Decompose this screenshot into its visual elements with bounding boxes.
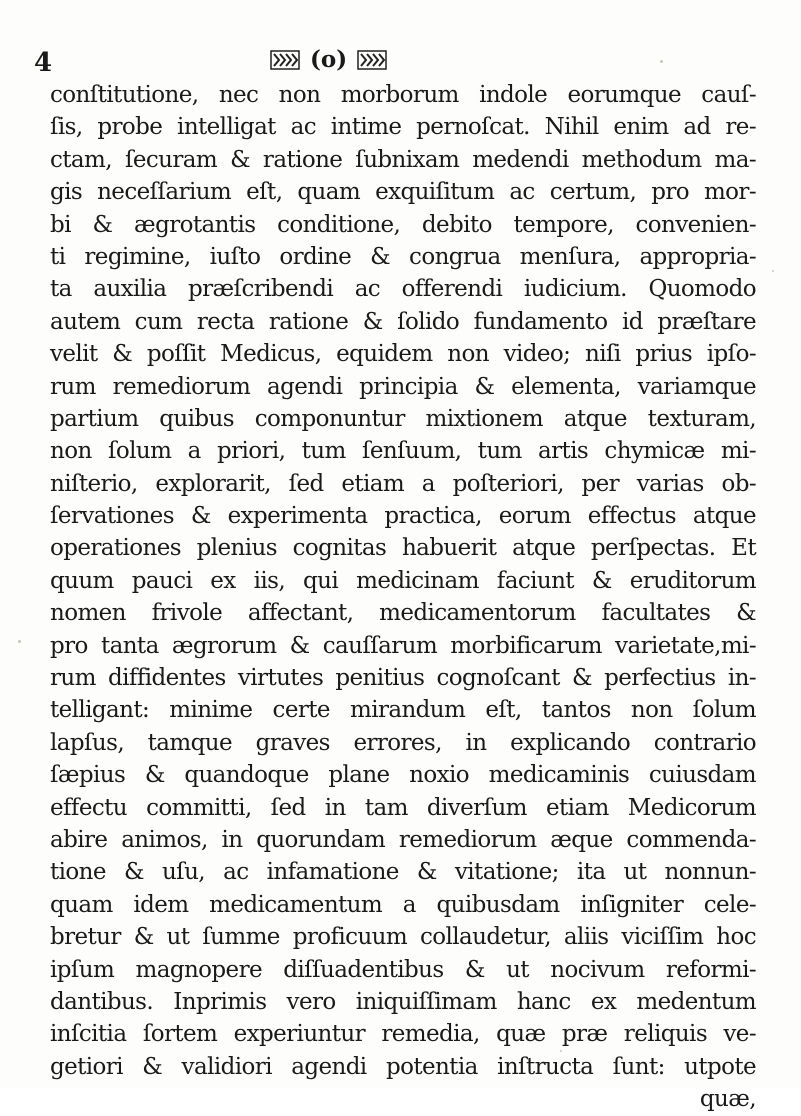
body-text — [50, 79, 756, 1116]
text-line: bretur & ut ſumme proficuum collaudetur, aliis viciſſim hoc — [50, 924, 756, 951]
text-line: inſcitia ſortem experiuntur remedia, quæ præ reliquis ve- — [50, 1021, 756, 1048]
text-line: autem cum recta ratione & ſolido fundamento id præſtare — [50, 308, 756, 335]
paper-speck — [772, 270, 774, 272]
paper-speck — [660, 60, 663, 63]
text-line: tione & uſu, ac infamatione & vitatione; ita ut nonnun- — [50, 859, 756, 886]
text-line: quam idem medicamentum a quibusdam inſigniter cele- — [50, 891, 756, 918]
paper-speck — [560, 1050, 562, 1052]
text-line: pro tanta ægrorum & cauſſarum morbificarum varietate,mi- — [50, 632, 756, 659]
head-signature — [270, 48, 387, 71]
paper-speck — [18, 640, 21, 643]
text-line: ipſum magnopere diſſuadentibus & ut nocivum reformi- — [50, 956, 756, 983]
text-line: ctam, ſecuram & ratione ſubnixam medendi methodum ma- — [50, 146, 756, 173]
text-line: operationes plenius cognitas habuerit atque perſpectas. Et — [50, 535, 756, 562]
text-line: conſtitutione, nec non morborum indole eorumque cauſ- — [50, 82, 756, 108]
text-line: ti regimine, iuſto ordine & congrua menſura, appropria- — [50, 243, 756, 270]
text-line: getiori & validiori agendi potentia inſtructa ſunt: utpote — [50, 1053, 756, 1080]
text-line: niſterio, explorarit, ſed etiam a poſteriori, per varias ob- — [50, 470, 756, 497]
text-line: nomen frivole affectant, medicamentorum facultates & — [50, 600, 756, 627]
text-line: rum remediorum agendi principia & elementa, variamque — [50, 373, 756, 400]
text-line: ta auxilia præſcribendi ac offerendi iudicium. Quomodo — [50, 276, 756, 303]
catchword: quæ, — [699, 1086, 756, 1113]
text-line: effectu committi, ſed in tam diverſum etiam Medicorum — [50, 794, 756, 821]
text-line: lapſus, tamque graves errores, in explicando contrario — [50, 729, 756, 756]
text-line: ſervationes & experimenta practica, eorum effectus atque — [50, 503, 756, 530]
signature-mark: (o) — [310, 46, 348, 73]
text-line: rum diffidentes virtutes penitius cognoſcant & perfectius in- — [50, 665, 756, 692]
text-line: dantibus. Inprimis vero iniquiſſimam hanc ex medentum — [50, 988, 756, 1015]
text-line: gis neceſſarium eſt, quam exquiſitum ac certum, pro mor- — [50, 179, 756, 206]
printer-ornament-right-icon — [357, 49, 387, 71]
text-line: quum pauci ex iis, qui medicinam faciunt & eruditorum — [50, 567, 756, 594]
text-line: bi & ægrotantis conditione, debito tempore, convenien- — [50, 211, 756, 238]
text-line: telligant: minime certe mirandum eſt, tantos non ſolum — [50, 697, 756, 724]
text-line: abire animos, in quorundam remediorum æque commenda- — [50, 826, 756, 853]
text-line: partium quibus componuntur mixtionem atque texturam, — [50, 405, 756, 432]
page-number: 4 — [34, 48, 53, 78]
text-line: non ſolum a priori, tum ſenſuum, tum artis chymicæ mi- — [50, 438, 756, 465]
printer-ornament-left-icon — [270, 49, 300, 71]
text-line: ſis, probe intelligat ac intime pernoſcat. Nihil enim ad re- — [50, 114, 756, 141]
text-line: velit & poſſit Medicus, equidem non video; niſi prius ipſo- — [50, 341, 756, 368]
text-line: ſæpius & quandoque plane noxio medicaminis cuiusdam — [50, 762, 756, 789]
